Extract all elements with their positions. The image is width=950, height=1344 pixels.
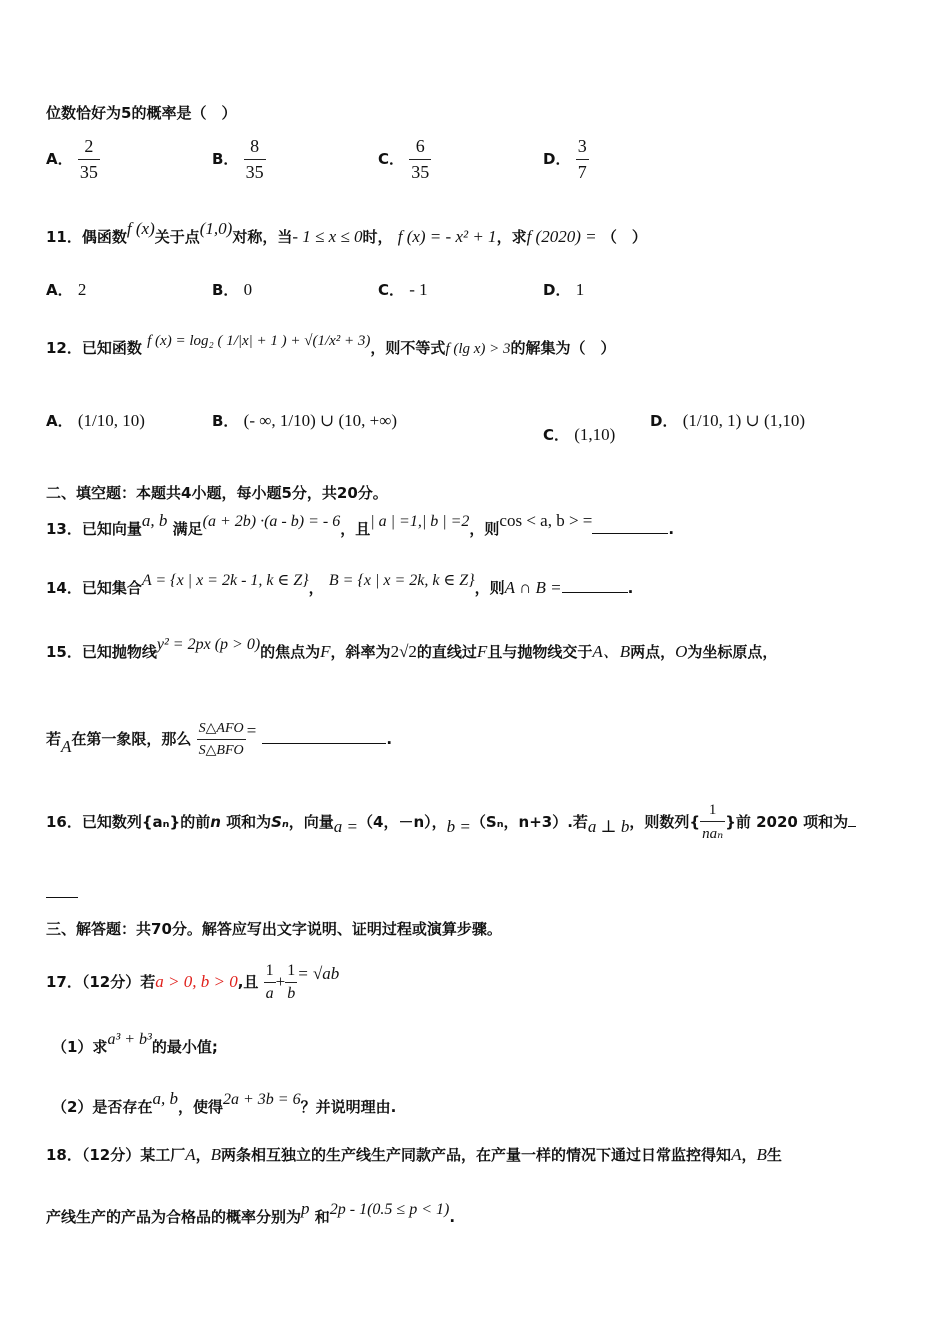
question-number: 13． [46, 520, 82, 538]
option-value: 2 [77, 280, 87, 299]
text: ， [308, 579, 324, 597]
math: b = [446, 817, 471, 836]
option-label: D． [650, 412, 678, 430]
q16-stem [46, 802, 920, 843]
text: （2）是否存在 [52, 1098, 153, 1116]
frac-num: 1 [264, 962, 276, 983]
math: A ∩ B = [504, 578, 562, 597]
text: ，求 [496, 228, 527, 246]
q13-stem [46, 511, 920, 539]
math: - 1 ≤ x ≤ 0 [292, 227, 363, 246]
text: 在第一象限，那么 [71, 730, 192, 748]
option-label: A． [46, 412, 73, 430]
text: 的最小值; [151, 1038, 218, 1056]
q10-option-c [378, 136, 431, 183]
text: ， [195, 1146, 211, 1164]
q11-stem [46, 219, 920, 247]
text: ，使得 [177, 1098, 223, 1116]
math: a, b [141, 511, 168, 530]
text: （12分）某工厂 [81, 1146, 186, 1164]
math: f (x) = log₂ ( 1/|x| + 1 ) + √(1/x² + 3) [147, 333, 371, 349]
text: （12分）若 [81, 973, 156, 991]
option-value: - 1 [409, 280, 428, 299]
frac-den: naₙ [702, 826, 724, 842]
math: A = {x | x = 2k - 1, k ∈ Z} [141, 572, 309, 589]
q12-stem [46, 333, 920, 358]
math: F [320, 642, 331, 661]
section-title: 二、填空题：本题共4小题，每小题5分，共20分。 [46, 484, 388, 502]
math: f (2020) = [526, 227, 597, 246]
text: 已知向量 [81, 520, 142, 538]
text: 产线生产的产品为合格品的概率分别为 [46, 1208, 302, 1226]
math: a > 0, b > 0 [155, 972, 238, 991]
text: ，且 [340, 520, 371, 538]
q10-option-d [543, 136, 589, 183]
section-2-heading [46, 482, 920, 503]
q10-stem [46, 102, 920, 123]
frac-den: b [287, 985, 296, 1002]
q12-option-a [46, 410, 145, 431]
math: f (x) = - x² + 1 [397, 227, 497, 246]
answer-blank[interactable] [262, 742, 386, 744]
math: p [301, 1199, 310, 1218]
text: 已知数列{aₙ}的前 [81, 813, 211, 831]
option-label: A． [46, 150, 73, 168]
text: 偶函数 [81, 228, 127, 246]
math: a, b [152, 1089, 178, 1108]
q11-option-a [46, 279, 86, 300]
text: . [668, 520, 675, 538]
text: ，则不等式 [370, 339, 446, 357]
option-value: (1/10, 10) [77, 411, 145, 430]
math: y² = 2px (p > 0) [156, 636, 261, 653]
section-title: 三、解答题：共70分。解答应写出文字说明、证明过程或演算步骤。 [46, 920, 502, 938]
q15-stem [46, 637, 920, 662]
answer-blank[interactable] [848, 825, 856, 827]
q18-stem [46, 1144, 920, 1165]
frac-den: 35 [79, 162, 98, 182]
text: 的焦点为 [260, 643, 321, 661]
text: ， [741, 1146, 757, 1164]
text: 时， [362, 228, 393, 246]
math: F [476, 642, 488, 661]
q12-option-b [212, 410, 397, 431]
frac-num: 8 [244, 136, 266, 160]
text: （ ） [601, 228, 647, 246]
q17-part-2 [52, 1089, 920, 1117]
text: . [627, 579, 634, 597]
q10-text: 位数恰好为5的概率是（ ） [46, 104, 237, 122]
math: (1,0) [199, 219, 233, 238]
frac-num: 1 [700, 802, 725, 822]
option-label: C． [543, 426, 570, 444]
q10-option-b [212, 136, 266, 183]
q17-stem [46, 962, 920, 1003]
answer-blank[interactable] [562, 591, 628, 593]
math: f (x) [126, 219, 155, 238]
frac-num: S△AFO [197, 720, 246, 740]
math: B [756, 1145, 767, 1164]
option-value: 0 [243, 280, 253, 299]
text: 已知抛物线 [81, 643, 157, 661]
text: 若 [46, 730, 62, 748]
option-label: C． [378, 150, 405, 168]
text: 对称，当 [232, 228, 293, 246]
option-label: A． [46, 281, 73, 299]
option-label: B． [212, 412, 239, 430]
text: Sₙ [271, 813, 289, 831]
math: a³ + b³ [107, 1031, 152, 1048]
math: = [245, 721, 258, 740]
math: = √ab [297, 964, 340, 983]
option-label: B． [212, 281, 239, 299]
q11-option-d [543, 279, 584, 300]
frac-den: 35 [411, 162, 430, 182]
math: O [675, 642, 688, 661]
text: （1）求 [52, 1038, 108, 1056]
q11-option-c [378, 279, 428, 300]
q18-line2 [46, 1199, 920, 1227]
option-value: (1/10, 1) ∪ (1,10) [682, 411, 806, 430]
math: A [731, 1145, 742, 1164]
frac-den: S△BFO [198, 743, 244, 758]
text: ，则 [469, 520, 500, 538]
option-label: D． [543, 150, 571, 168]
math: A [185, 1145, 196, 1164]
math: | a | =1,| b | =2 [370, 513, 470, 530]
q11-option-b [212, 279, 252, 300]
option-label: B． [212, 150, 239, 168]
text: 已知集合 [81, 579, 142, 597]
math: 2a + 3b = 6 [222, 1091, 301, 1108]
q12-option-c [543, 424, 615, 445]
math: A、B [592, 642, 631, 661]
frac-num: 2 [78, 136, 100, 160]
text: 的直线过 [416, 643, 477, 661]
q16-answer-blank-continuation[interactable] [46, 897, 78, 898]
text: 生 [766, 1146, 782, 1164]
math: B = {x | x = 2k, k ∈ Z} [328, 572, 475, 589]
question-number: 18． [46, 1146, 82, 1164]
option-value: 1 [575, 280, 585, 299]
frac-num: 1 [285, 962, 297, 983]
q17-part-1 [52, 1031, 920, 1057]
question-number: 14． [46, 579, 82, 597]
text: n [210, 813, 221, 831]
option-value: (- ∞, 1/10) ∪ (10, +∞) [243, 411, 398, 430]
text: 且与抛物线交于 [487, 643, 593, 661]
text: . [449, 1208, 456, 1226]
question-number: 16． [46, 813, 82, 831]
math: f (lg x) > 3 [445, 341, 511, 357]
math: + [275, 972, 286, 991]
option-label: D． [543, 281, 571, 299]
answer-blank[interactable] [592, 532, 668, 534]
text: 已知函数 [81, 339, 142, 357]
frac-num: 6 [409, 136, 431, 160]
math: a = [333, 817, 359, 836]
frac-den: a [265, 985, 274, 1002]
math: A [61, 737, 72, 756]
text: ，向量 [288, 813, 334, 831]
text: 两条相互独立的生产线生产同款产品，在产量一样的情况下通过日常监控得知 [221, 1146, 732, 1164]
text: 的解集为（ ） [510, 339, 616, 357]
section-3-heading [46, 918, 920, 939]
math: (a + 2b) ·(a - b) = - 6 [202, 513, 341, 530]
text: ,且 [237, 973, 259, 991]
option-label: C． [378, 281, 405, 299]
text: ？并说明理由. [300, 1098, 397, 1116]
text: （Sₙ，n+3）.若 [470, 813, 588, 831]
text: 满足 [172, 520, 203, 538]
question-number: 12． [46, 339, 82, 357]
text: ，则数列{ [629, 813, 701, 831]
question-number: 11． [46, 228, 82, 246]
frac-den: 7 [577, 162, 587, 182]
text: 和 [314, 1208, 330, 1226]
q14-stem [46, 572, 920, 598]
frac-den: 35 [245, 162, 264, 182]
q12-option-d [650, 410, 805, 431]
text: 两点， [630, 643, 676, 661]
math: B [210, 1145, 222, 1164]
math: 2p - 1(0.5 ≤ p < 1) [329, 1201, 450, 1218]
question-number: 15． [46, 643, 82, 661]
text: 为坐标原点， [687, 643, 778, 661]
question-number: 17． [46, 973, 82, 991]
text: ，则 [474, 579, 505, 597]
option-value: (1,10) [574, 425, 616, 444]
text: ，斜率为 [330, 643, 391, 661]
text: }前 2020 项和为 [725, 813, 849, 831]
q15-line2 [46, 720, 920, 759]
text: （4，－n）， [358, 813, 447, 831]
math: a ⊥ b [587, 817, 630, 836]
frac-num: 3 [576, 136, 589, 160]
q10-option-a [46, 136, 100, 183]
math: 2√2 [390, 642, 417, 661]
text: 项和为 [226, 813, 272, 831]
math: cos < a, b > = [499, 511, 593, 530]
text: . [386, 730, 393, 748]
text: 关于点 [154, 228, 200, 246]
